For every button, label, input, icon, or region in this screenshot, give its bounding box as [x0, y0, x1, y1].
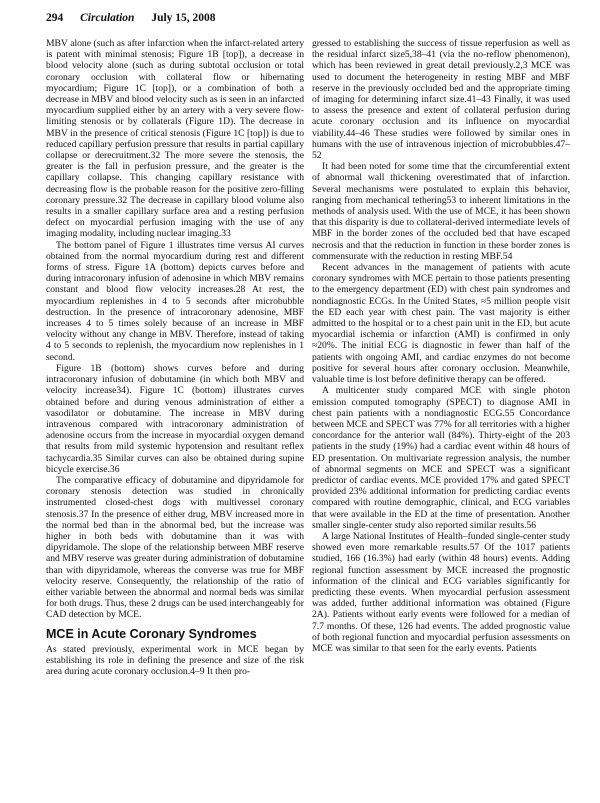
- page-header: [46, 12, 230, 24]
- paragraph: As stated previously, experimental work in MCE began by establishing its role in defining the presence and size of the risk area during acute coronary occlusion.4–9 It then pro-: [46, 643, 304, 677]
- paragraph: A multicenter study compared MCE with single photon emission computed tomography (SPECT) to diagnose AMI in chest pain patients with a nondiagnostic ECG.55 Concordance between MCE and SPECT was 77% for all territories with a higher concordance for the anterior wall (84%). Thirty-eight of the 203 patients in the study (19%) had a cardiac event within 48 hours of ED presentation. On multivariate regression analysis, the number of abnormal segments on MCE and SPECT was a significant predictor of cardiac events. MCE provided 17% and gated SPECT provided 23% additional information for predicting cardiac events compared with routine demographic, clinical, and ECG variables that were available in the ED at the time of presentation. Another smaller single-center study also reported similar results.56: [312, 385, 571, 531]
- section-heading: MCE in Acute Coronary Syndromes: [46, 626, 257, 641]
- paragraph: The comparative efficacy of dobutamine and dipyridamole for coronary stenosis detection was studied in chronically instrumented closed-chest dogs with multivessel coronary stenosis.37 In the presence of either drug, MBV increased more in the normal bed than in the abnormal bed, but the increase was higher in both beds with dobutamine than it was with dipyridamole. The slope of the relationship between MBF reserve and MBV reserve was greater during administration of dobutamine than with dipyridamole, whereas the converse was true for MBF velocity reserve. Consequently, the relationship of the ratio of either variable between the abnormal and normal beds was similar for both drugs. Thus, these 2 drugs can be used interchangeably for CAD detection by MCE.: [46, 474, 304, 621]
- page-number: 294: [46, 12, 64, 24]
- right-column: [312, 38, 570, 654]
- left-column: [46, 38, 304, 677]
- paragraph: The bottom panel of Figure 1 illustrates time versus AI curves obtained from the normal myocardium during rest and different forms of stress. Figure 1A (bottom) depicts curves before and during intracoronary infusion of adenosine in which MBV remains constant and blood flow velocity increases.28 At rest, the myocardium replenishes in 4 to 5 seconds after microbubble destruction. In the presence of intracoronary adenosine, MBF increases 4 to 5 times solely because of an increase in MBF velocity without any change in MBV. Therefore, instead of taking 4 to 5 seconds to replenish, the myocardium now replenishes in 1 second.: [46, 239, 304, 363]
- paragraph: MBV alone (such as after infarction when the infarct-related artery is patent with minimal stenosis; Figure 1B [top]), a decrease in blood velocity alone (such as during subtotal occlusion or total coronary occlusion with collateral flow or hibernating myocardium; Figure 1C [top]), or a combination of both a decrease in MBV and blood velocity such as is seen in an infarcted myocardium supplied either by an artery with a very severe flow-limiting stenosis or by collaterals (Figure 1D). The decrease in MBV in the presence of critical stenosis (Figure 1C [top]) is due to reduced capillary perfusion pressure that results in partial capillary collapse or derecruitment.32 The more severe the stenosis, the greater is the fall in perfusion pressure, and the greater is the capillary collapse. This changing capillary resistance with decreasing flow is the probable reason for the positive zero-filling coronary pressure.32 The decrease in capillary blood volume also results in a smaller capillary surface area and a resting perfusion defect on myocardial perfusion imaging with the use of any imaging modality, including nuclear imaging.33: [46, 38, 304, 240]
- paragraph: gressed to establishing the success of tissue reperfusion as well as the residual infarct size5,38–41 (via the no-reflow phenomenon), which has been reviewed in great detail previously.2,3 MCE was used to document the heterogeneity in resting MBF and MBF reserve in the previously occluded bed and the appropriate timing of imaging for determining infarct size.41–43 Finally, it was used to assess the presence and extent of collateral perfusion during acute coronary occlusion and its influence on myocardial viability.44–46 These studies were followed by similar ones in humans with the use of intravenous injection of microbubbles.47–52: [312, 38, 570, 162]
- paragraph: It had been noted for some time that the circumferential extent of abnormal wall thickening overestimated that of infarction. Several mechanisms were postulated to explain this behavior, ranging from mechanical tethering53 to inherent limitations in the methods of analysis used. With the use of MCE, it has been shown that this disparity is due to collateral-derived intermediate levels of MBF in the border zones of the occluded bed that have escaped necrosis and that the reduction in function in these border zones is commensurate with the reduction in resting MBF.54: [312, 161, 570, 262]
- paragraph: A large National Institutes of Health–funded single-center study showed even more remarkable results.57 Of the 1017 patients studied, 166 (16.3%) had early (within 48 hours) events. Adding regional function assessment by MCE increased the prognostic information of the clinical and ECG variables significantly for predicting these events. When myocardial perfusion assessment was added, further additional information was obtained (Figure 2A). Patients without early events were followed for a median of 7.7 months. Of these, 126 had events. The added prognostic value of both regional function and myocardial perfusion assessments on MCE was similar to that seen for the early events. Patients: [312, 530, 570, 654]
- paragraph: Figure 1B (bottom) shows curves before and during intracoronary infusion of dobutamine (in which both MBV and velocity increase34). Figure 1C (bottom) illustrates curves obtained before and during venous administration of either a vasodilator or dobutamine. The increase in MBV during intravenous compared with intracoronary administration of adenosine occurs from the increase in myocardial oxygen demand that results from mild systemic hypotension and resultant reflex tachycardia.35 Similar curves can also be obtained during supine bicycle exercise.36: [46, 362, 304, 475]
- paragraph: Recent advances in the management of patients with acute coronary syndromes with MCE pertain to those patients presenting to the emergency department (ED) with chest pain syndromes and nondiagnostic ECGs. In the United States, ≈5 million people visit the ED each year with chest pain. The vast majority is either admitted to the hospital or to a chest pain unit in the ED, but acute myocardial ischemia or infarction (AMI) is confirmed in only ≈20%. The initial ECG is diagnostic in fewer than half of the patients with ongoing AMI, and cardiac enzymes do not become positive for several hours after coronary occlusion. Meanwhile, valuable time is lost before definitive therapy can be offered.: [312, 262, 570, 386]
- journal-name: Circulation: [80, 12, 135, 24]
- issue-date: July 15, 2008: [151, 12, 216, 24]
